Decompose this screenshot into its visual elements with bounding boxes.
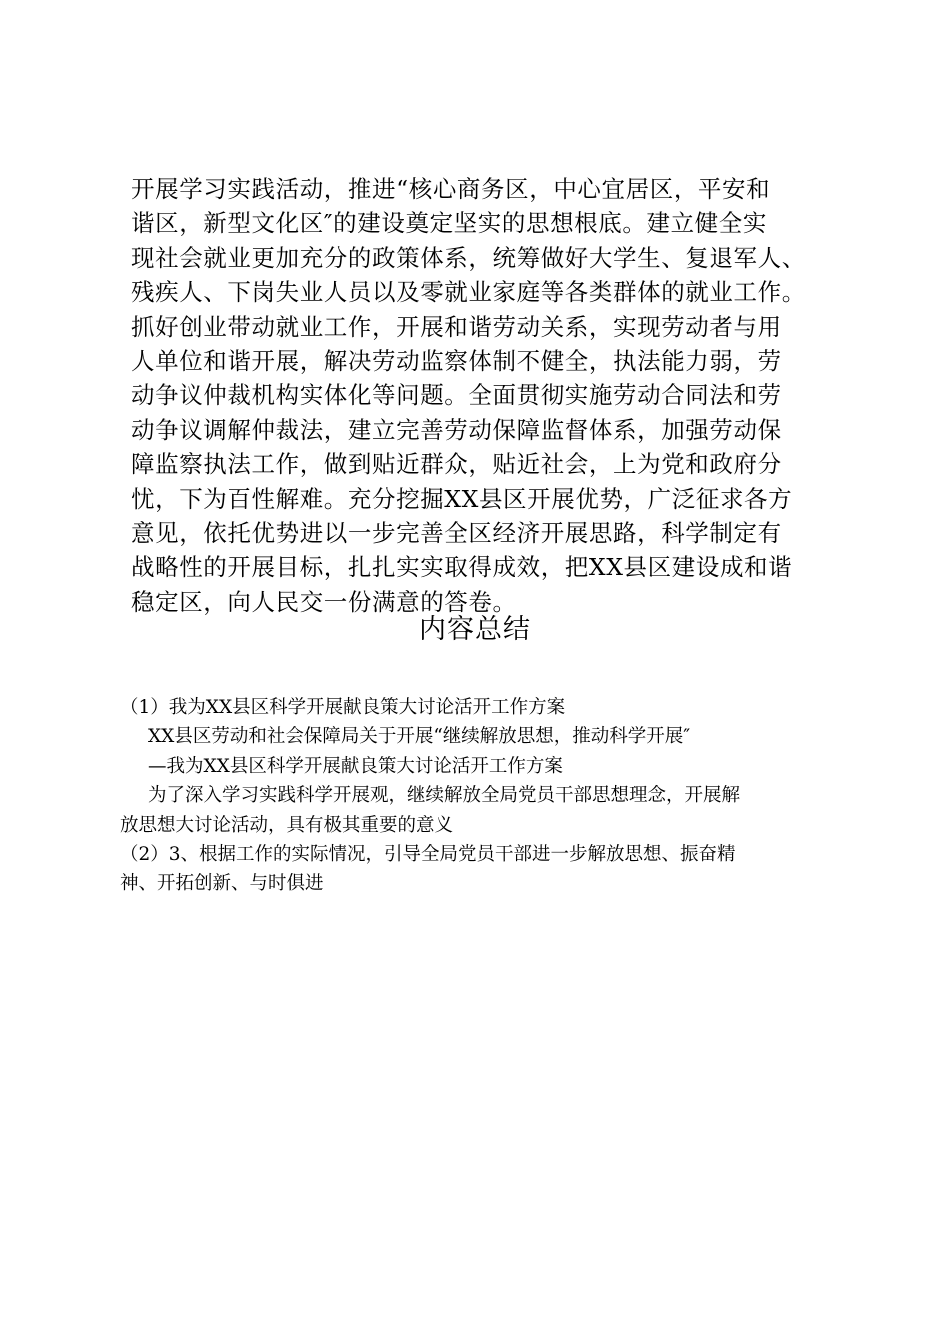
body-line: 动争议调解仲裁法，建立完善劳动保障监督体系，加强劳动保	[131, 415, 782, 444]
body-line: 动争议仲裁机构实体化等问题。全面贯彻实施劳动合同法和劳	[131, 381, 782, 410]
body-line: 战略性的开展目标，扎扎实实取得成效，把XX县区建设成和谐	[131, 553, 793, 582]
summary-line: 为了深入学习实践科学开展观，继续解放全局党员干部思想理念，开展解	[148, 785, 741, 807]
body-line: 障监察执法工作，做到贴近群众，贴近社会，上为党和政府分	[131, 450, 782, 479]
summary-line: 神、开拓创新、与时俱进	[120, 873, 324, 895]
body-line: 人单位和谐开展，解决劳动监察体制不健全，执法能力弱，劳	[131, 346, 782, 375]
summary-line: XX县区劳动和社会保障局关于开展“继续解放思想，推动科学开展″	[148, 726, 691, 748]
body-line: 忧，下为百性解难。充分挖掘XX县区开展优势，广泛征求各方	[131, 484, 793, 513]
summary-title: 内容总结	[419, 614, 531, 645]
body-line: 谐区，新型文化区″的建设奠定坚实的思想根底。建立健全实	[131, 209, 767, 238]
body-paragraph	[131, 172, 837, 619]
summary-line: 放思想大讨论活动，具有极其重要的意义	[120, 814, 454, 836]
summary-line: —我为XX县区科学开展献良策大讨论活开工作方案	[148, 755, 563, 777]
summary-line: （1）我为XX县区科学开展献良策大讨论活开工作方案	[120, 697, 566, 718]
body-line: 现社会就业更加充分的政策体系，统筹做好大学生、复退军人、	[131, 243, 806, 272]
body-line: 残疾人、下岗失业人员以及零就业家庭等各类群体的就业工作。	[131, 278, 806, 307]
body-line: 开展学习实践活动，推进“核心商务区，中心宜居区，平安和	[131, 175, 771, 203]
summary-line: （2）3、根据工作的实际情况，引导全局党员干部进一步解放思想、振奋精	[120, 843, 736, 865]
body-line: 稳定区，向人民交一份满意的答卷。	[131, 587, 517, 616]
body-line: 意见，依托优势进以一步完善全区经济开展思路，科学制定有	[131, 518, 782, 547]
body-line: 抓好创业带动就业工作，开展和谐劳动关系，实现劳动者与用	[131, 312, 782, 341]
summary-block	[120, 693, 840, 899]
